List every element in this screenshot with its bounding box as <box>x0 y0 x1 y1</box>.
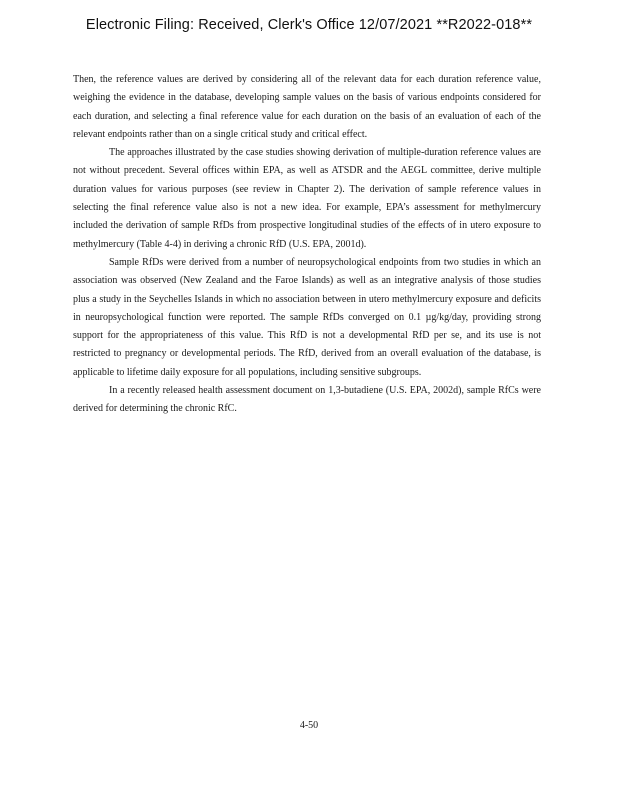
filing-stamp-header: Electronic Filing: Received, Clerk's Office 12/07/2021 **R2022-018** <box>85 17 533 33</box>
body-paragraph-3: Sample RfDs were derived from a number of neuropsychological endpoints from two studies in which an association was observed (New Zealand and the Faroe Islands) as well as an integrative analysis of those studies plus a study in the Seychelles Islands in which no association between in utero methylmercury exposure and deficits in neuropsychological function were reported. The sample RfDs converged on 0.1 µg/kg/day, providing strong support for the appropriateness of this value. This RfD is not a developmental RfD per se, and its use is not restricted to pregnancy or developmental periods. The RfD, derived from an overall evaluation of the database, is applicable to lifetime daily exposure for all populations, including sensitive subgroups. <box>73 256 541 378</box>
body-paragraph-2: The approaches illustrated by the case studies showing derivation of multiple-duration reference values are not without precedent. Several offices within EPA, as well as ATSDR and the AEGL committee, derive multiple duration values for various purposes (see review in Chapter 2). The derivation of sample reference values in selecting the final reference value also is not a new idea. For example, EPA’s assessment for methylmercury included the derivation of sample RfDs from prospective longitudinal studies of the effects of in utero exposure to methylmercury (Table 4-4) in deriving a chronic RfD (U.S. EPA, 2001d). <box>73 147 541 250</box>
page-number: 4-50 <box>299 720 319 731</box>
body-paragraph-4: In a recently released health assessment document on 1,3-butadiene (U.S. EPA, 2002d), sample RfCs were derived for determining the chronic RfC. <box>73 385 541 415</box>
document-body <box>73 71 541 419</box>
body-paragraph-1: Then, the reference values are derived by considering all of the relevant data for each duration reference value, weighing the evidence in the database, developing sample values on the basis of various endpoints considered for each duration, and selecting a final reference value for each duration on the basis of an evaluation of each of the relevant endpoints rather than on a single critical study and critical effect. <box>73 74 541 140</box>
